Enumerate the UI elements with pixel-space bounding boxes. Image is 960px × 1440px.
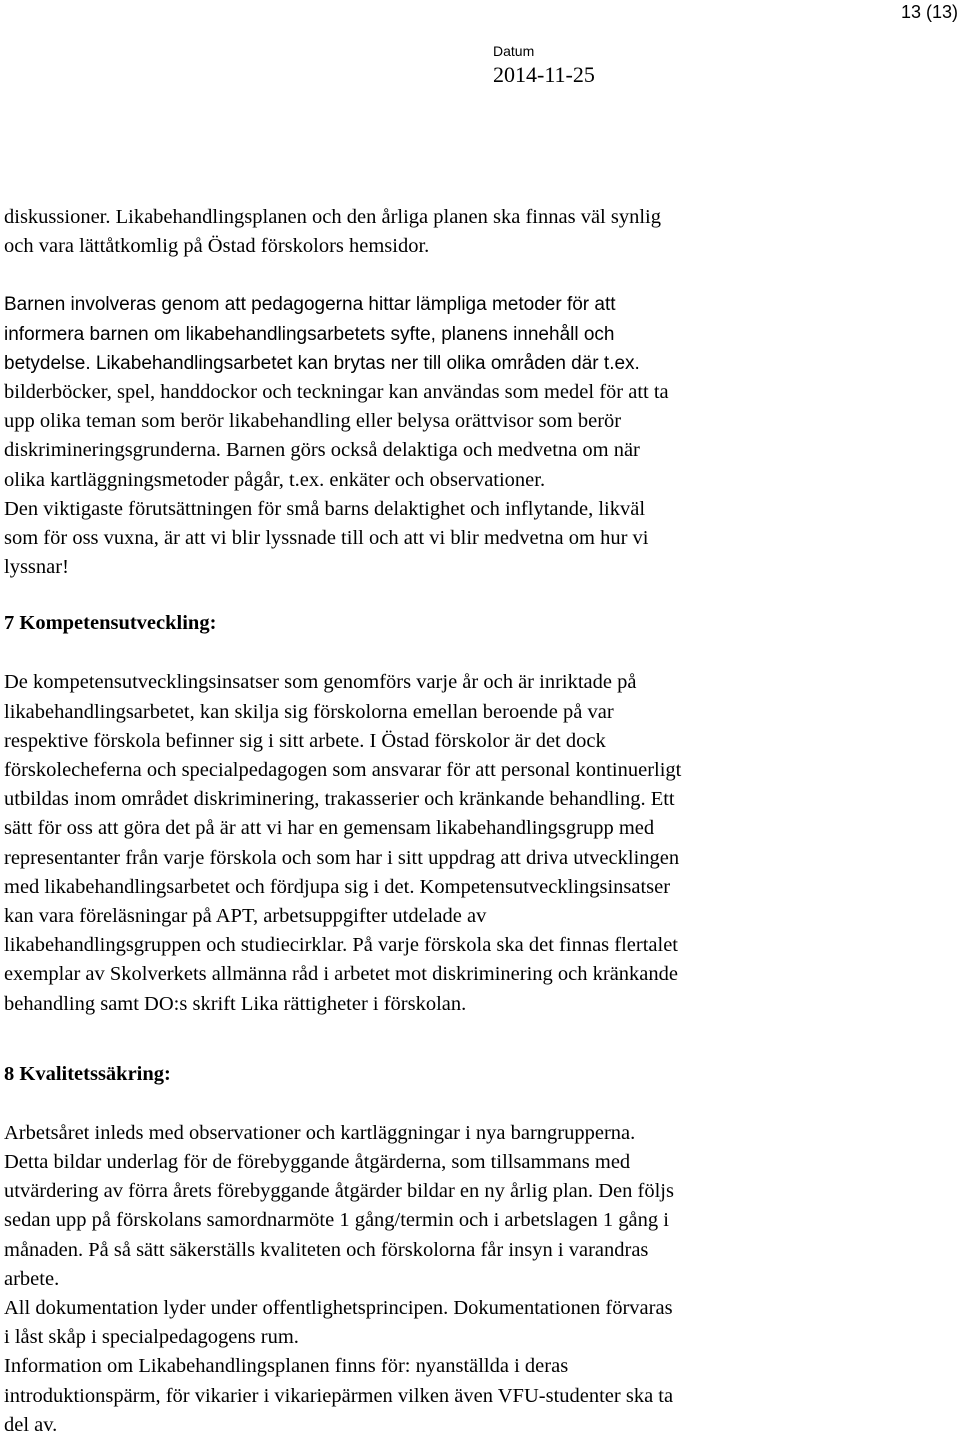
text-line: likabehandlingsgruppen och studiecirklar. På varje förskola ska det finnas flertalet: [4, 934, 679, 957]
text-line: Arbetsåret inleds med observationer och kartläggningar i nya barngrupperna.: [4, 1121, 636, 1144]
section-8-heading: 8 Kvalitetssäkring:: [4, 1062, 171, 1085]
text-line: likabehandlingsarbetet, kan skilja sig förskolorna emellan beroende på var: [4, 700, 614, 723]
document-body: [4, 203, 954, 1440]
text-line: del av.: [4, 1413, 58, 1436]
text-line: Barnen involveras genom att pedagogerna hittar lämpliga metoder för att: [4, 294, 616, 316]
text-line: informera barnen om likabehandlingsarbetets syfte, planens innehåll och: [4, 323, 615, 345]
text-line: bilderböcker, spel, handdockor och teckningar kan användas som medel för att ta: [4, 380, 669, 403]
text-line: förskolecheferna och specialpedagogen som ansvarar för att personal kontinuerligt: [4, 759, 682, 781]
section-8-paragraph: [4, 1119, 954, 1440]
section-7-heading: 7 Kompetensutveckling:: [4, 612, 217, 635]
text-line: arbete.: [4, 1267, 60, 1290]
text-line: diskussioner. Likabehandlingsplanen och den årliga planen ska finnas väl synlig: [4, 206, 661, 228]
text-line: sedan upp på förskolans samordnarmöte 1 gång/termin och i arbetslagen 1 gång i: [4, 1209, 669, 1232]
text-line: sätt för oss att göra det på är att vi har en gemensam likabehandlingsgrupp med: [4, 817, 655, 840]
text-line: som för oss vuxna, är att vi blir lyssnade till och att vi blir medvetna om hur vi: [4, 526, 649, 549]
text-line: betydelse. Likabehandlingsarbetet kan brytas ner till olika områden där t.ex.: [4, 352, 640, 374]
text-line: olika kartläggningsmetoder pågår, t.ex. enkäter och observationer.: [4, 468, 546, 491]
page-number: 13 (13): [900, 2, 958, 22]
text-line: månaden. På så sätt säkerställs kvaliteten och förskolorna får insyn i varandras: [4, 1238, 649, 1261]
text-line: De kompetensutvecklingsinsatser som genomförs varje år och är inriktade på: [4, 671, 637, 694]
text-line: All dokumentation lyder under offentlighetsprincipen. Dokumentationen förvaras: [4, 1297, 673, 1319]
text-line: utbildas inom området diskriminering, trakasserier och kränkande behandling. Ett: [4, 788, 675, 811]
text-line: lyssnar!: [4, 556, 69, 579]
text-line: behandling samt DO:s skrift Lika rättigheter i förskolan.: [4, 992, 467, 1015]
date-value: 2014-11-25: [493, 62, 595, 87]
text-line: Information om Likabehandlingsplanen finns för: nyanställda i deras: [4, 1355, 569, 1378]
text-line: representanter från varje förskola och som har i sitt uppdrag att driva utvecklingen: [4, 846, 680, 869]
date-label: Datum: [493, 43, 535, 59]
text-line: Den viktigaste förutsättningen för små barns delaktighet och inflytande, likväl: [4, 497, 646, 520]
text-line: respektive förskola befinner sig i sitt arbete. I Östad förskolor är det dock: [4, 729, 606, 752]
intro-paragraph: [4, 203, 954, 261]
text-line: introduktionspärm, för vikarier i vikariepärmen vilken även VFU-studenter ska ta: [4, 1384, 674, 1407]
text-line: Detta bildar underlag för de förebyggande åtgärderna, som tillsammans med: [4, 1151, 631, 1174]
involvement-paragraph: [4, 290, 954, 582]
text-line: utvärdering av förra årets förebyggande åtgärder bildar en ny årlig plan. Den följs: [4, 1180, 674, 1203]
text-line: med likabehandlingsarbetet och fördjupa sig i det. Kompetensutvecklingsinsatser: [4, 875, 671, 898]
text-line: diskrimineringsgrunderna. Barnen görs också delaktiga och medvetna om när: [4, 439, 640, 462]
text-line: och vara lättåtkomlig på Östad förskolors hemsidor.: [4, 235, 430, 258]
text-line: kan vara föreläsningar på APT, arbetsuppgifter utdelade av: [4, 904, 487, 927]
section-7-paragraph: [4, 668, 954, 1018]
text-line: upp olika teman som berör likabehandling eller belysa orättvisor som berör: [4, 410, 622, 433]
text-line: i låst skåp i specialpedagogens rum.: [4, 1326, 299, 1349]
text-line: exemplar av Skolverkets allmänna råd i arbetet mot diskriminering och kränkande: [4, 963, 678, 986]
